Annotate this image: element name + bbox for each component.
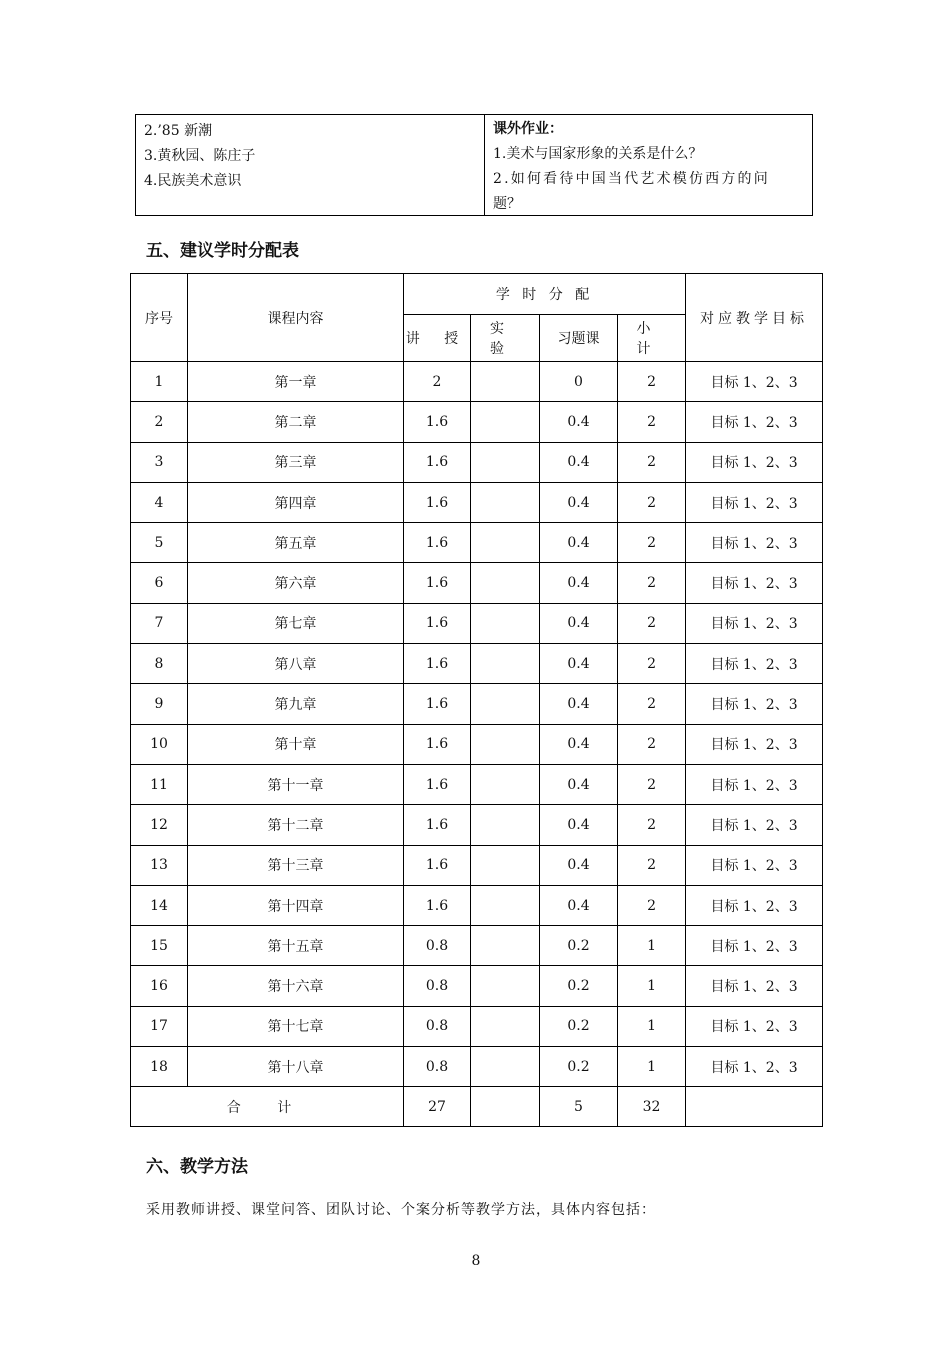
cell-lecture: 1.6 — [404, 603, 471, 643]
cell-subtotal: 1 — [618, 1006, 686, 1046]
table-row — [131, 845, 823, 885]
header-goal: 对应教学目标 — [686, 274, 823, 362]
cell-goal: 目标 1、2、3 — [686, 885, 823, 925]
cell-goal: 目标 1、2、3 — [686, 362, 823, 402]
cell-lab — [471, 966, 540, 1006]
table-row — [131, 402, 823, 442]
cell-lecture: 1.6 — [404, 442, 471, 482]
cell-content: 第十章 — [188, 724, 404, 764]
continuation-table — [135, 114, 813, 216]
cell-content: 第二章 — [188, 402, 404, 442]
cell-subtotal: 2 — [618, 644, 686, 684]
cell-subtotal: 2 — [618, 442, 686, 482]
cell-subtotal: 1 — [618, 1047, 686, 1087]
cell-subtotal: 2 — [618, 603, 686, 643]
homework-question: 1.美术与国家形象的关系是什么？ — [493, 146, 703, 162]
cell-subtotal: 1 — [618, 966, 686, 1006]
cell-seq: 9 — [131, 684, 188, 724]
cell-lab — [471, 402, 540, 442]
cell-goal: 目标 1、2、3 — [686, 1047, 823, 1087]
table-row — [131, 362, 823, 402]
cell-lecture: 1.6 — [404, 805, 471, 845]
cell-goal: 目标 1、2、3 — [686, 644, 823, 684]
cell-lab — [471, 603, 540, 643]
cell-exercise: 0.4 — [540, 764, 618, 804]
cell-subtotal: 2 — [618, 764, 686, 804]
cell-exercise: 0.4 — [540, 845, 618, 885]
cell-goal: 目标 1、2、3 — [686, 926, 823, 966]
cell-exercise: 0.4 — [540, 603, 618, 643]
total-subtotal: 32 — [618, 1087, 686, 1127]
cell-goal: 目标 1、2、3 — [686, 764, 823, 804]
cell-content: 第十二章 — [188, 805, 404, 845]
cell-lecture: 1.6 — [404, 402, 471, 442]
cell-exercise: 0.4 — [540, 805, 618, 845]
cell-seq: 16 — [131, 966, 188, 1006]
cell-content: 第十五章 — [188, 926, 404, 966]
total-lecture: 27 — [404, 1087, 471, 1127]
cell-goal: 目标 1、2、3 — [686, 482, 823, 522]
cell-content: 第十一章 — [188, 764, 404, 804]
header-lab: 实 验 — [471, 315, 540, 362]
table-row — [131, 966, 823, 1006]
cell-lab — [471, 442, 540, 482]
cell-exercise: 0.4 — [540, 442, 618, 482]
cell-lecture: 0.8 — [404, 1006, 471, 1046]
cell-subtotal: 2 — [618, 482, 686, 522]
cell-lab — [471, 523, 540, 563]
cell-content: 第十七章 — [188, 1006, 404, 1046]
table-row — [131, 482, 823, 522]
cell-lecture: 1.6 — [404, 885, 471, 925]
cell-content: 第五章 — [188, 523, 404, 563]
cell-goal: 目标 1、2、3 — [686, 402, 823, 442]
cell-goal: 目标 1、2、3 — [686, 966, 823, 1006]
cell-content: 第十四章 — [188, 885, 404, 925]
cell-exercise: 0.2 — [540, 966, 618, 1006]
cell-seq: 18 — [131, 1047, 188, 1087]
cell-lab — [471, 644, 540, 684]
table-row — [131, 805, 823, 845]
total-row — [131, 1087, 823, 1127]
table-row — [131, 764, 823, 804]
cell-seq: 1 — [131, 362, 188, 402]
cell-lab — [471, 482, 540, 522]
cell-lab — [471, 563, 540, 603]
cell-subtotal: 1 — [618, 926, 686, 966]
total-exercise: 5 — [540, 1087, 618, 1127]
cell-lecture: 1.6 — [404, 523, 471, 563]
header-lecture: 讲 授 — [404, 315, 471, 362]
total-lab — [471, 1087, 540, 1127]
cell-exercise: 0.4 — [540, 885, 618, 925]
total-label: 合 计 — [131, 1087, 404, 1127]
cell-content: 第九章 — [188, 684, 404, 724]
table-row — [131, 1006, 823, 1046]
homework-title: 课外作业： — [493, 121, 563, 137]
cell-content: 第四章 — [188, 482, 404, 522]
cell-subtotal: 2 — [618, 362, 686, 402]
cell-seq: 10 — [131, 724, 188, 764]
cell-lecture: 1.6 — [404, 644, 471, 684]
cell-content: 第三章 — [188, 442, 404, 482]
cell-seq: 3 — [131, 442, 188, 482]
cell-lab — [471, 764, 540, 804]
cell-goal: 目标 1、2、3 — [686, 684, 823, 724]
cell-content: 第六章 — [188, 563, 404, 603]
cell-goal: 目标 1、2、3 — [686, 523, 823, 563]
teaching-methods-text: 采用教师讲授、课堂问答、团队讨论、个案分析等教学方法，具体内容包括： — [146, 1202, 656, 1218]
section-6-title: 六、教学方法 — [146, 1157, 248, 1177]
cell-exercise: 0.4 — [540, 563, 618, 603]
cell-lecture: 2 — [404, 362, 471, 402]
cell-lecture: 1.6 — [404, 563, 471, 603]
cell-subtotal: 2 — [618, 724, 686, 764]
cell-lab — [471, 1047, 540, 1087]
cell-exercise: 0.4 — [540, 523, 618, 563]
cell-lab — [471, 362, 540, 402]
cell-exercise: 0.4 — [540, 402, 618, 442]
hours-allocation-table — [130, 273, 823, 1127]
cell-content: 第八章 — [188, 644, 404, 684]
cell-subtotal: 2 — [618, 805, 686, 845]
total-goal — [686, 1087, 823, 1127]
cell-goal: 目标 1、2、3 — [686, 724, 823, 764]
cell-goal: 目标 1、2、3 — [686, 603, 823, 643]
table-row — [131, 644, 823, 684]
header-hours-group: 学 时 分 配 — [404, 274, 686, 315]
table-row — [131, 442, 823, 482]
cell-goal: 目标 1、2、3 — [686, 1006, 823, 1046]
cell-seq: 5 — [131, 523, 188, 563]
topic-item: 3.黄秋园、陈庄子 — [144, 148, 256, 164]
header-seq: 序号 — [131, 274, 188, 362]
cell-subtotal: 2 — [618, 523, 686, 563]
cell-exercise: 0.2 — [540, 1006, 618, 1046]
cell-lecture: 1.6 — [404, 482, 471, 522]
table-row — [131, 523, 823, 563]
cell-exercise: 0.4 — [540, 482, 618, 522]
table-row — [131, 563, 823, 603]
cell-lecture: 1.6 — [404, 684, 471, 724]
cell-content: 第十三章 — [188, 845, 404, 885]
page-number: 8 — [471, 1253, 481, 1269]
cell-exercise: 0.2 — [540, 1047, 618, 1087]
cell-lab — [471, 724, 540, 764]
cell-exercise: 0.2 — [540, 926, 618, 966]
table-row — [131, 926, 823, 966]
header-subtotal: 小 计 — [618, 315, 686, 362]
cell-seq: 6 — [131, 563, 188, 603]
cell-exercise: 0.4 — [540, 644, 618, 684]
cell-seq: 12 — [131, 805, 188, 845]
cell-seq: 17 — [131, 1006, 188, 1046]
cell-content: 第七章 — [188, 603, 404, 643]
cell-lecture: 1.6 — [404, 724, 471, 764]
cell-seq: 4 — [131, 482, 188, 522]
table-row — [131, 724, 823, 764]
cell-lecture: 0.8 — [404, 966, 471, 1006]
cell-content: 第十六章 — [188, 966, 404, 1006]
cell-seq: 11 — [131, 764, 188, 804]
cell-lab — [471, 926, 540, 966]
cell-content: 第十八章 — [188, 1047, 404, 1087]
cell-seq: 14 — [131, 885, 188, 925]
homework-cell — [485, 115, 812, 215]
topic-list — [136, 115, 485, 215]
cell-lab — [471, 684, 540, 724]
cell-seq: 2 — [131, 402, 188, 442]
cell-subtotal: 2 — [618, 885, 686, 925]
table-row — [131, 684, 823, 724]
topic-item: 4.民族美术意识 — [144, 173, 242, 189]
cell-exercise: 0.4 — [540, 684, 618, 724]
cell-exercise: 0.4 — [540, 724, 618, 764]
cell-seq: 7 — [131, 603, 188, 643]
cell-subtotal: 2 — [618, 563, 686, 603]
cell-lab — [471, 805, 540, 845]
cell-goal: 目标 1、2、3 — [686, 442, 823, 482]
cell-lab — [471, 845, 540, 885]
cell-seq: 13 — [131, 845, 188, 885]
cell-exercise: 0 — [540, 362, 618, 402]
cell-subtotal: 2 — [618, 684, 686, 724]
cell-lecture: 1.6 — [404, 764, 471, 804]
cell-lab — [471, 885, 540, 925]
table-row — [131, 885, 823, 925]
cell-subtotal: 2 — [618, 845, 686, 885]
homework-question: 2.如何看待中国当代艺术模仿西方的问 — [493, 171, 770, 187]
cell-goal: 目标 1、2、3 — [686, 563, 823, 603]
cell-seq: 15 — [131, 926, 188, 966]
table-row — [131, 603, 823, 643]
header-content: 课程内容 — [188, 274, 404, 362]
cell-lecture: 1.6 — [404, 845, 471, 885]
table-row — [131, 1047, 823, 1087]
topic-item: 2.’85 新潮 — [144, 123, 213, 139]
section-5-title: 五、建议学时分配表 — [146, 241, 299, 261]
cell-lab — [471, 1006, 540, 1046]
cell-subtotal: 2 — [618, 402, 686, 442]
cell-content: 第一章 — [188, 362, 404, 402]
cell-lecture: 0.8 — [404, 1047, 471, 1087]
cell-goal: 目标 1、2、3 — [686, 805, 823, 845]
header-exercise: 习题课 — [540, 315, 618, 362]
homework-question-cont: 题？ — [493, 196, 521, 212]
cell-goal: 目标 1、2、3 — [686, 845, 823, 885]
cell-seq: 8 — [131, 644, 188, 684]
cell-lecture: 0.8 — [404, 926, 471, 966]
